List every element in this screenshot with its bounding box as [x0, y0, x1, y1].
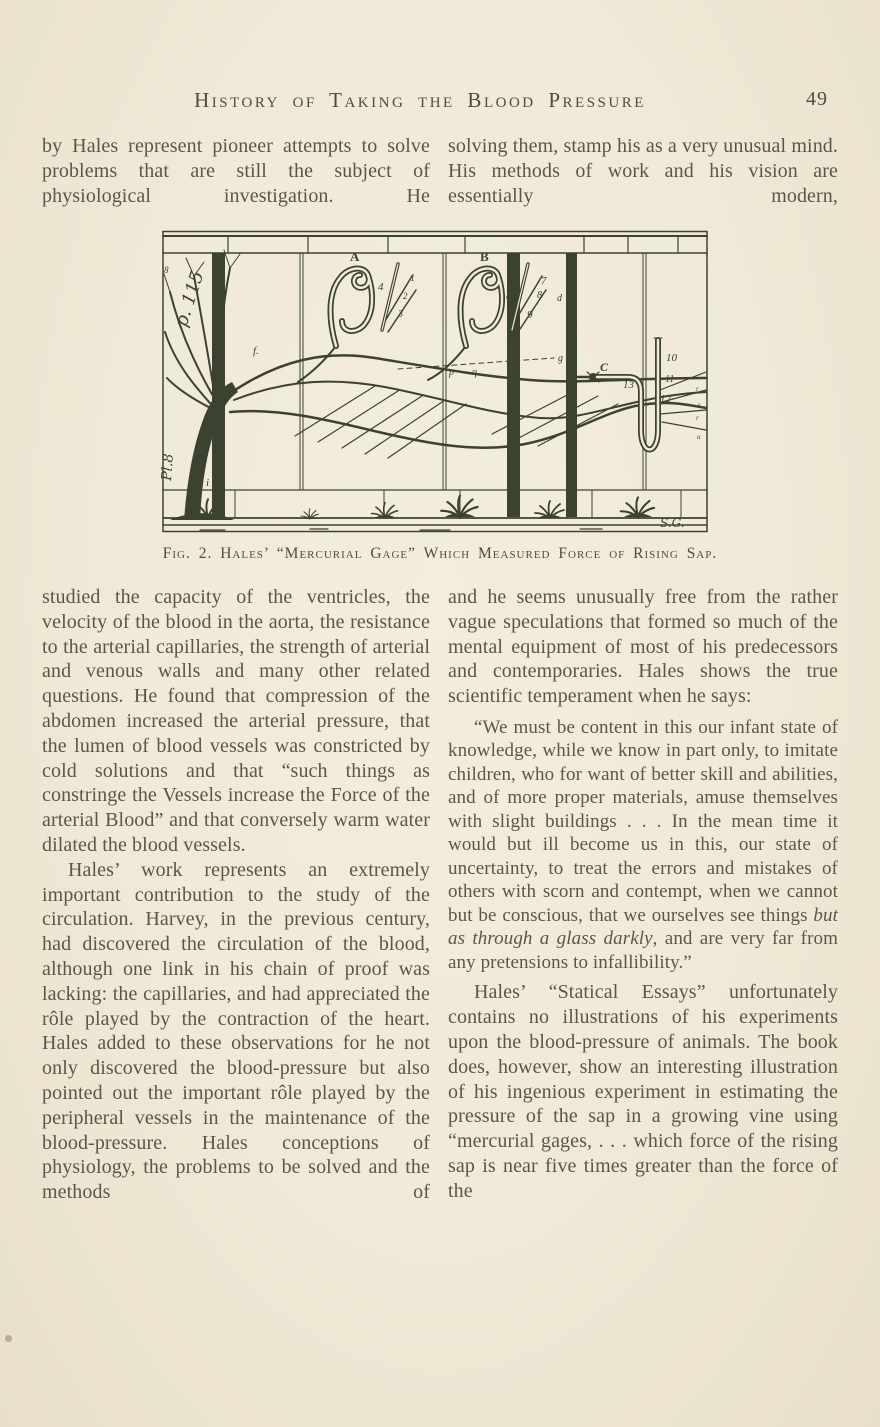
running-head-title: History of Taking the Blood Pressure: [194, 88, 646, 112]
figure-label: d: [557, 293, 562, 304]
figure-label: s: [698, 401, 701, 409]
figure-label: r: [696, 414, 699, 422]
figure-label: g: [558, 353, 563, 364]
figure-label: 10: [666, 352, 677, 364]
figure-label: f.: [253, 345, 259, 357]
body-paragraph: [448, 980, 838, 1203]
body-paragraph: [448, 585, 838, 709]
figure-label: u: [697, 433, 701, 441]
figure-label: 3: [398, 309, 403, 320]
figure-label: 13: [623, 379, 634, 391]
figure-label: C: [600, 360, 609, 374]
body-paragraph: [42, 134, 430, 208]
page-number: 49: [806, 88, 828, 110]
figure-label: 2: [403, 291, 408, 301]
text-run: Hales’ work represents an extremely important contribution to the study of the circulation. Harvey, in the previous century, had discovered the circulation of the blood, although one link in his chain of proof was lacking: the capillaries, and had appreciated the rôle played by the contraction of the heart. Hales added to these observations for he not only discovered the blood-pressure but also pointed out the important rôle played by the peripheral vessels in the maintenance of the blood-pressure. Hales conceptions of physiology, the problems to be solved and the methods of: [42, 858, 430, 1204]
figure-label: q: [472, 367, 477, 378]
engraving-mercurial-gage: [160, 228, 710, 538]
text-run: , and are very far from any pretensions to infallibility.”: [448, 928, 838, 973]
left-column-top: [42, 134, 430, 208]
figure-label: 5: [510, 275, 516, 287]
figure-label: p. 115: [170, 268, 209, 330]
figure-label: 11: [665, 374, 675, 385]
right-column-top: [448, 134, 838, 208]
body-paragraph: [42, 858, 430, 1205]
figure-label: S.G.: [660, 516, 685, 530]
body-paragraph: [448, 716, 838, 975]
text-run: studied the capacity of the ventricles, the velocity of the blood in the aorta, the resistance to the arterial capillaries, the strength of arterial and venous walls and many other related questions. He found that compression of the abdomen increased the arterial pressure, that the lumen of blood vessels was constricted by cold solutions and that “such things as constringe the Vessels increase the Force of the arterial Blood” and that conversely warm water dilated the blood vessels.: [42, 586, 430, 856]
figure-label: A: [350, 249, 360, 264]
figure-label: 1: [410, 273, 415, 284]
figure-labels: [160, 249, 701, 530]
body-paragraph: [448, 134, 838, 208]
figure-caption: Fig. 2. Hales’ “Mercurial Gage” Which Measured Force of Rising Sap.: [162, 545, 718, 562]
figure-illustration: [160, 228, 710, 538]
figure-label: p: [449, 367, 454, 378]
text-run: but as through a glass darkly: [448, 904, 838, 950]
figure-label: B: [480, 249, 489, 264]
figure-label: 6: [506, 291, 512, 303]
foxing-spot: [5, 1335, 12, 1342]
figure-label: k: [207, 421, 212, 432]
text-run: by Hales represent pioneer attempts to solve problems that are still the subject of physiological investigation. He: [42, 135, 430, 207]
text-run: “We must be content in this our infant state of knowledge, while we know in part only, to imitate children, who for want of better skill and abilities, and of more proper materials, amuse themselves with slight buildings . . . In the mean time it would but ill become us in this, our state of uncertainty, to treat the errors and mistakes of others with scorn and contempt, when we cannot but be conscious, that we ourselves see things: [448, 716, 838, 926]
figure-label: i: [206, 477, 210, 489]
figure-label: 7: [541, 275, 547, 287]
figure-label: 4: [378, 281, 384, 293]
text-run: and he seems unusually free from the rather vague speculations that formed so much of the mental equipment of most of his predecessors and contemporaries. Hales shows the true scientific temperament when he says:: [448, 586, 838, 708]
left-column-bottom: [42, 585, 430, 1205]
text-run: solving them, stamp his as a very unusual mind. His methods of work and his vision are essentially modern,: [448, 135, 838, 207]
text-run: Hales’ “Statical Essays” unfortunately contains no illustrations of his experiments upon the blood-pressure of animals. The book does, however, show an interesting illustration of his ingenious experiment in estimating the pressure of the sap in a growing vine using “mercurial gages, . . . which force of the rising sap is near five times greater than the force of the: [448, 981, 838, 1202]
figure-label: Pl.8: [160, 452, 177, 482]
figure-label: 9: [527, 309, 533, 321]
figure-label: 12: [660, 393, 671, 405]
figure-label: r: [696, 385, 699, 393]
figure-label: 8: [537, 290, 542, 301]
right-column-bottom: [448, 585, 838, 1204]
figure-label: 8: [164, 265, 169, 275]
body-paragraph: [42, 585, 430, 858]
